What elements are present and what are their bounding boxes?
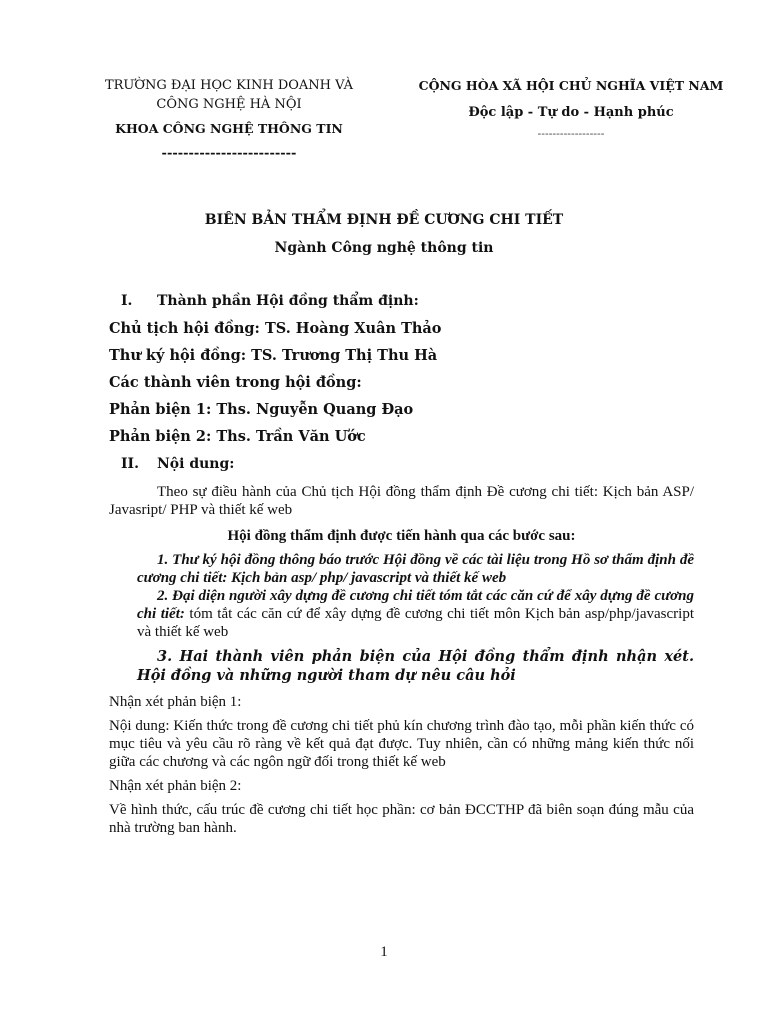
council-members-label: Các thành viên trong hội đồng: [109,374,362,391]
step-2-bold-text: 2. Đại diện người xây dựng đề cương chi tiết tóm tắt các căn cứ để xây dựng đề cương chi tiết: [137,588,694,622]
nation-motto: Độc lập - Tự do - Hạnh phúc [468,105,674,120]
document-title: BIÊN BẢN THẨM ĐỊNH ĐỀ CƯƠNG CHI TIẾT [204,212,564,228]
council-reviewer-1: Phản biện 1: Ths. Nguyễn Quang Đạo [109,401,414,418]
header-nation [412,76,730,143]
page-number: 1 [380,944,388,960]
nation-name: CỘNG HÒA XÃ HỘI CHỦ NGHĨA VIỆT NAM [418,78,724,93]
section-2-title: Nội dung: [157,456,235,472]
council-secretary: Thư ký hội đồng: TS. Trương Thị Thu Hà [109,347,438,364]
council-reviewer-2: Phản biện 2: Ths. Trần Văn Ước [109,428,366,445]
section-1-number: I. [121,293,133,309]
document-subtitle: Ngành Công nghệ thông tin [274,240,494,256]
department-name: KHOA CÔNG NGHỆ THÔNG TIN [115,121,343,136]
review-2-label: Nhận xét phản biện 2: [109,778,242,794]
review-2-content: Về hình thức, cấu trúc đề cương chi tiết học phần: cơ bản ĐCCTHP đã biên soạn đúng mẫu của nhà trường ban hành. [109,802,694,836]
steps-heading: Hội đồng thẩm định được tiến hành qua các bước sau: [227,528,576,544]
section-1-heading [109,292,694,310]
section-2-heading [109,455,694,473]
header-left-divider: ------------------------- [161,146,297,161]
header-right-divider: ------------------ [537,127,605,140]
header-university [98,76,360,163]
section-1-title: Thành phần Hội đồng thẩm định: [157,293,419,309]
section-2-number: II. [121,456,139,472]
university-name-line1: TRƯỜNG ĐẠI HỌC KINH DOANH VÀ [104,78,354,93]
step-1 [109,551,694,587]
university-name-line2: CÔNG NGHỆ HÀ NỘI [156,97,302,112]
step-2-rest-text: tóm tắt các căn cứ để xây dựng đề cương chi tiết môn Kịch bản asp/php/javascript và thiết kế web [137,606,694,640]
council-chair: Chủ tịch hội đồng: TS. Hoàng Xuân Thảo [109,320,442,337]
step-2 [109,587,694,641]
section-2-intro: Theo sự điều hành của Chủ tịch Hội đồng thẩm định Đề cương chi tiết: Kịch bản ASP/ Javasript/ PHP và thiết kế web [109,484,694,518]
review-1-content: Nội dung: Kiến thức trong đề cương chi tiết phủ kín chương trình đào tạo, mỗi phần kiến thức có mục tiêu và yêu cầu rõ ràng về kết quả đạt được. Tuy nhiên, cần có những mảng kiến thức nối giữa các chương và các ngôn ngữ đối trong thiết kế web [109,718,694,770]
step-3: 3. Hai thành viên phản biện của Hội đồng thẩm định nhận xét. Hội đồng và những người tham dự nêu câu hỏi [137,648,694,684]
review-1-label: Nhận xét phản biện 1: [109,694,242,710]
step-1-text: 1. Thư ký hội đồng thông báo trước Hội đồng về các tài liệu trong Hồ sơ thẩm định đề cương chi tiết: Kịch bản asp/ php/ javascript và thiết kế web [137,552,694,586]
document-body [109,292,694,843]
